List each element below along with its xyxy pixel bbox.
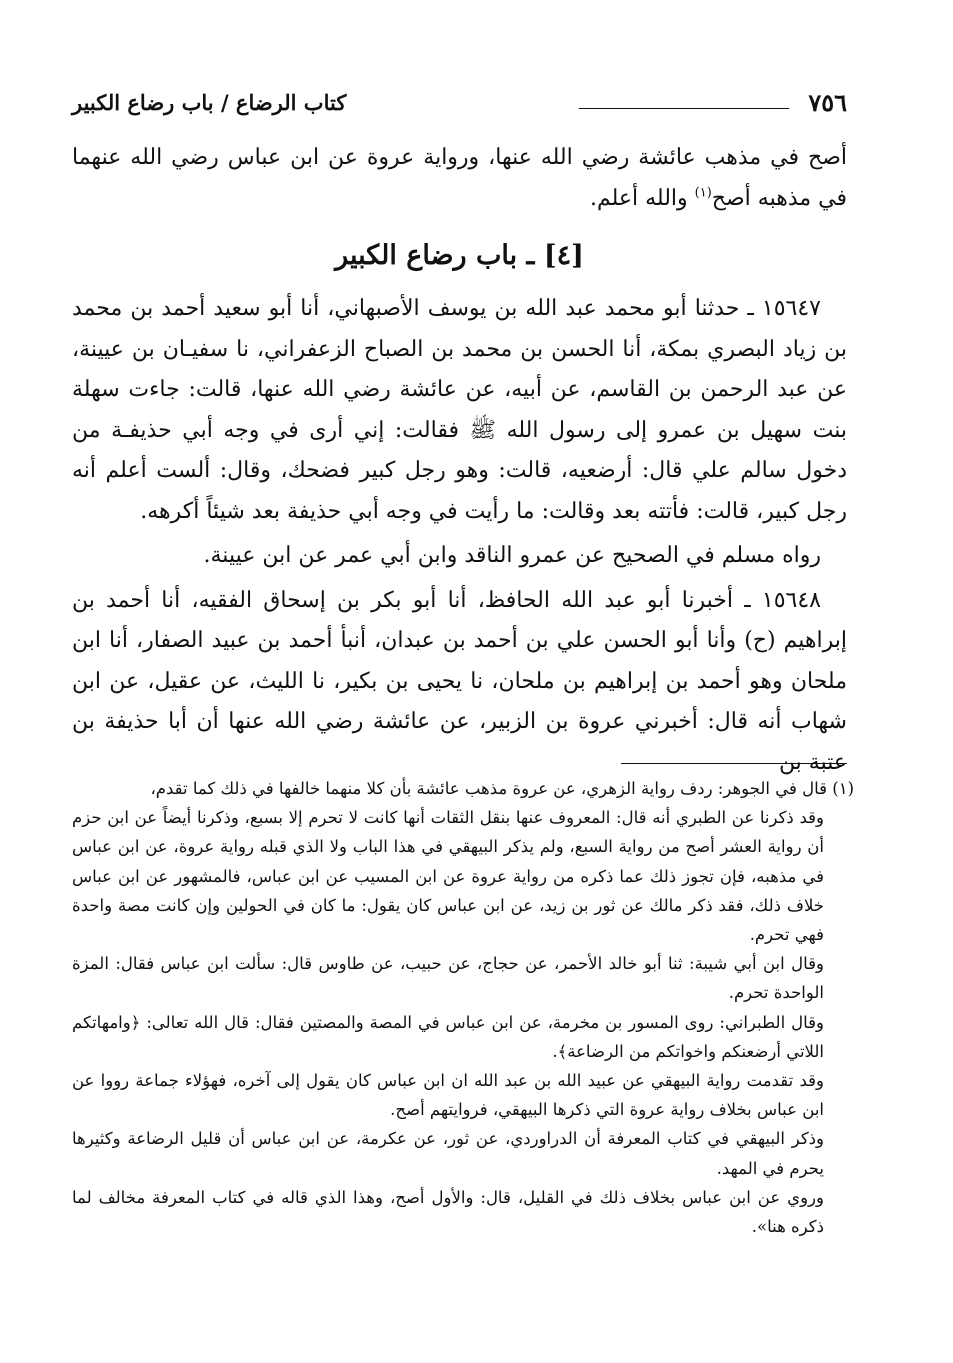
main-text [72, 138, 847, 783]
intro-paragraph [72, 138, 847, 219]
footnotes [72, 774, 854, 1241]
running-title: كتاب الرضاع / باب رضاع الكبير [72, 90, 347, 115]
hadith-15647-source-note: رواه مسلم في الصحيح عن عمرو الناقد وابن أبي عمر عن ابن عيينة. [203, 543, 821, 568]
footnote-reference: (١) [694, 185, 712, 201]
footnote-paragraph: وقال الطبراني: روى المسور بن مخرمة، عن ابن عباس في المصة والمصتين فقال: قال الله تعالى: ﴿وامهاتكم اللاتي أرضعنكم واخواتكم من الرضاعة﴾. [72, 1012, 824, 1061]
footnote-1-marker: (١) [832, 779, 854, 798]
footnote-1-first-line [72, 774, 854, 803]
page-number: ٧٥٦ [808, 88, 847, 117]
header-rule [579, 108, 789, 109]
footnote-paragraph: وروي عن ابن عباس بخلاف ذلك في القليل، قال: والأول أصح، وهذا الذي قاله في كتاب المعرفة مخالف لما ذكره هنا». [72, 1187, 824, 1237]
intro-text: أصح في مذهب عائشة رضي الله عنها، ورواية عروة عن ابن عباس رضي الله عنهما في مذهبه أصح [72, 145, 847, 211]
footnote-paragraph: وقد تقدمت رواية البيهقي عن عبيد الله بن عبد الله ان ابن عباس كان يقول إلى آخره، فهؤلاء جماعة رووا عن ابن عباس بخلاف رواية عروة التي ذكرها البيهقي، فروايتهم أصح. [72, 1071, 824, 1120]
footnote-paragraph: وذكر البيهقي في كتاب المعرفة أن الدراوردي، عن ثور، عن عكرمة، عن ابن عباس أن قليل الرضاعة وكثيرها يحرم في المهد. [72, 1129, 824, 1178]
footnote-separator [621, 763, 847, 764]
footnote-1-opening: قال في الجوهر: ردف رواية الزهري، عن عروة مذهب عائشة بأن كلا منهما خالفها في ذلك كما تقدم، [150, 779, 827, 798]
hadith-15648: ١٥٦٤٨ ـ أخبرنا أبو عبد الله الحافظ، أنا أبو بكر بن إسحاق الفقيه، أنا أحمد بن إبراهيم (ح) وأنا أبو الحسن علي بن أحمد بن عبدان، أنبأ أحمد بن عبيد الصفار، أنا ابن ملحان وهو أحمد بن إبراهيم بن ملحان، نا يحيى بن بكير، نا الليث، عن عقيل، عن ابن شهاب أنه قال: أخبرني عروة بن الزبير، عن عائشة رضي الله عنها أن أبا حذيفة بن عتبة بن [72, 587, 847, 775]
chapter-title: [٤] ـ باب رضاع الكبير [335, 240, 584, 271]
hadith-15647: ١٥٦٤٧ ـ حدثنا أبو محمد عبد الله بن يوسف الأصبهاني، أنا أبو سعيد أحمد بن محمد بن زياد البصري بمكة، أنا الحسن بن محمد بن الصباح الزعفراني، نا سفيـان بن عيينة، عن عبد الرحمن بن القاسم، عن أبيه، عن عائشة رضي الله عنها، قالت: جاءت سهلة بنت سهيل بن عمرو إلى رسول الله ﷺ فقالت: إني أرى في وجه أبي حذيفـة من دخول سالم علي قال: أرضعيه، قالت: وهو رجل كبير فضحك، وقال: ألست أعلم أنه رجل كبير، قالت: فأتته بعد وقالت: ما رأيت في وجه أبي حذيفة بعد شيئاً أكرهه. [72, 296, 847, 524]
footnote-paragraph: وقد ذكرنا عن الطبري أنه قال: المعروف عنها بنقل الثقات أنها كانت لا تحرم إلا بسبع، وذكرنا أيضاً عن ابن حزم أن رواية العشر أصح من رواية السبع، ولم يذكر البيهقي في هذا الباب ولا الذي قبله رواية عروة، عن ابن عباس في مذهبه، فإن تجوز ذلك عما ذكره من رواية عروة عن ابن المسيب عن ابن عباس، فالمشهور عن ابن عباس خلاف ذلك، فقد ذكر مالك عن ثور بن زيد، عن ابن عباس كان يقول: ما كان في الحولين وإن كانت مصة واحدة فهي تحرم. [72, 808, 824, 945]
page-header [72, 88, 847, 122]
intro-closing: والله أعلم. [589, 185, 695, 211]
footnote-paragraph: وقال ابن أبي شيبة: ثنا أبو خالد الأحمر، عن حجاج، عن حبيب، عن طاوس قال: سألت ابن عباس فقال: المزة الواحدة تحرم. [72, 954, 824, 1003]
